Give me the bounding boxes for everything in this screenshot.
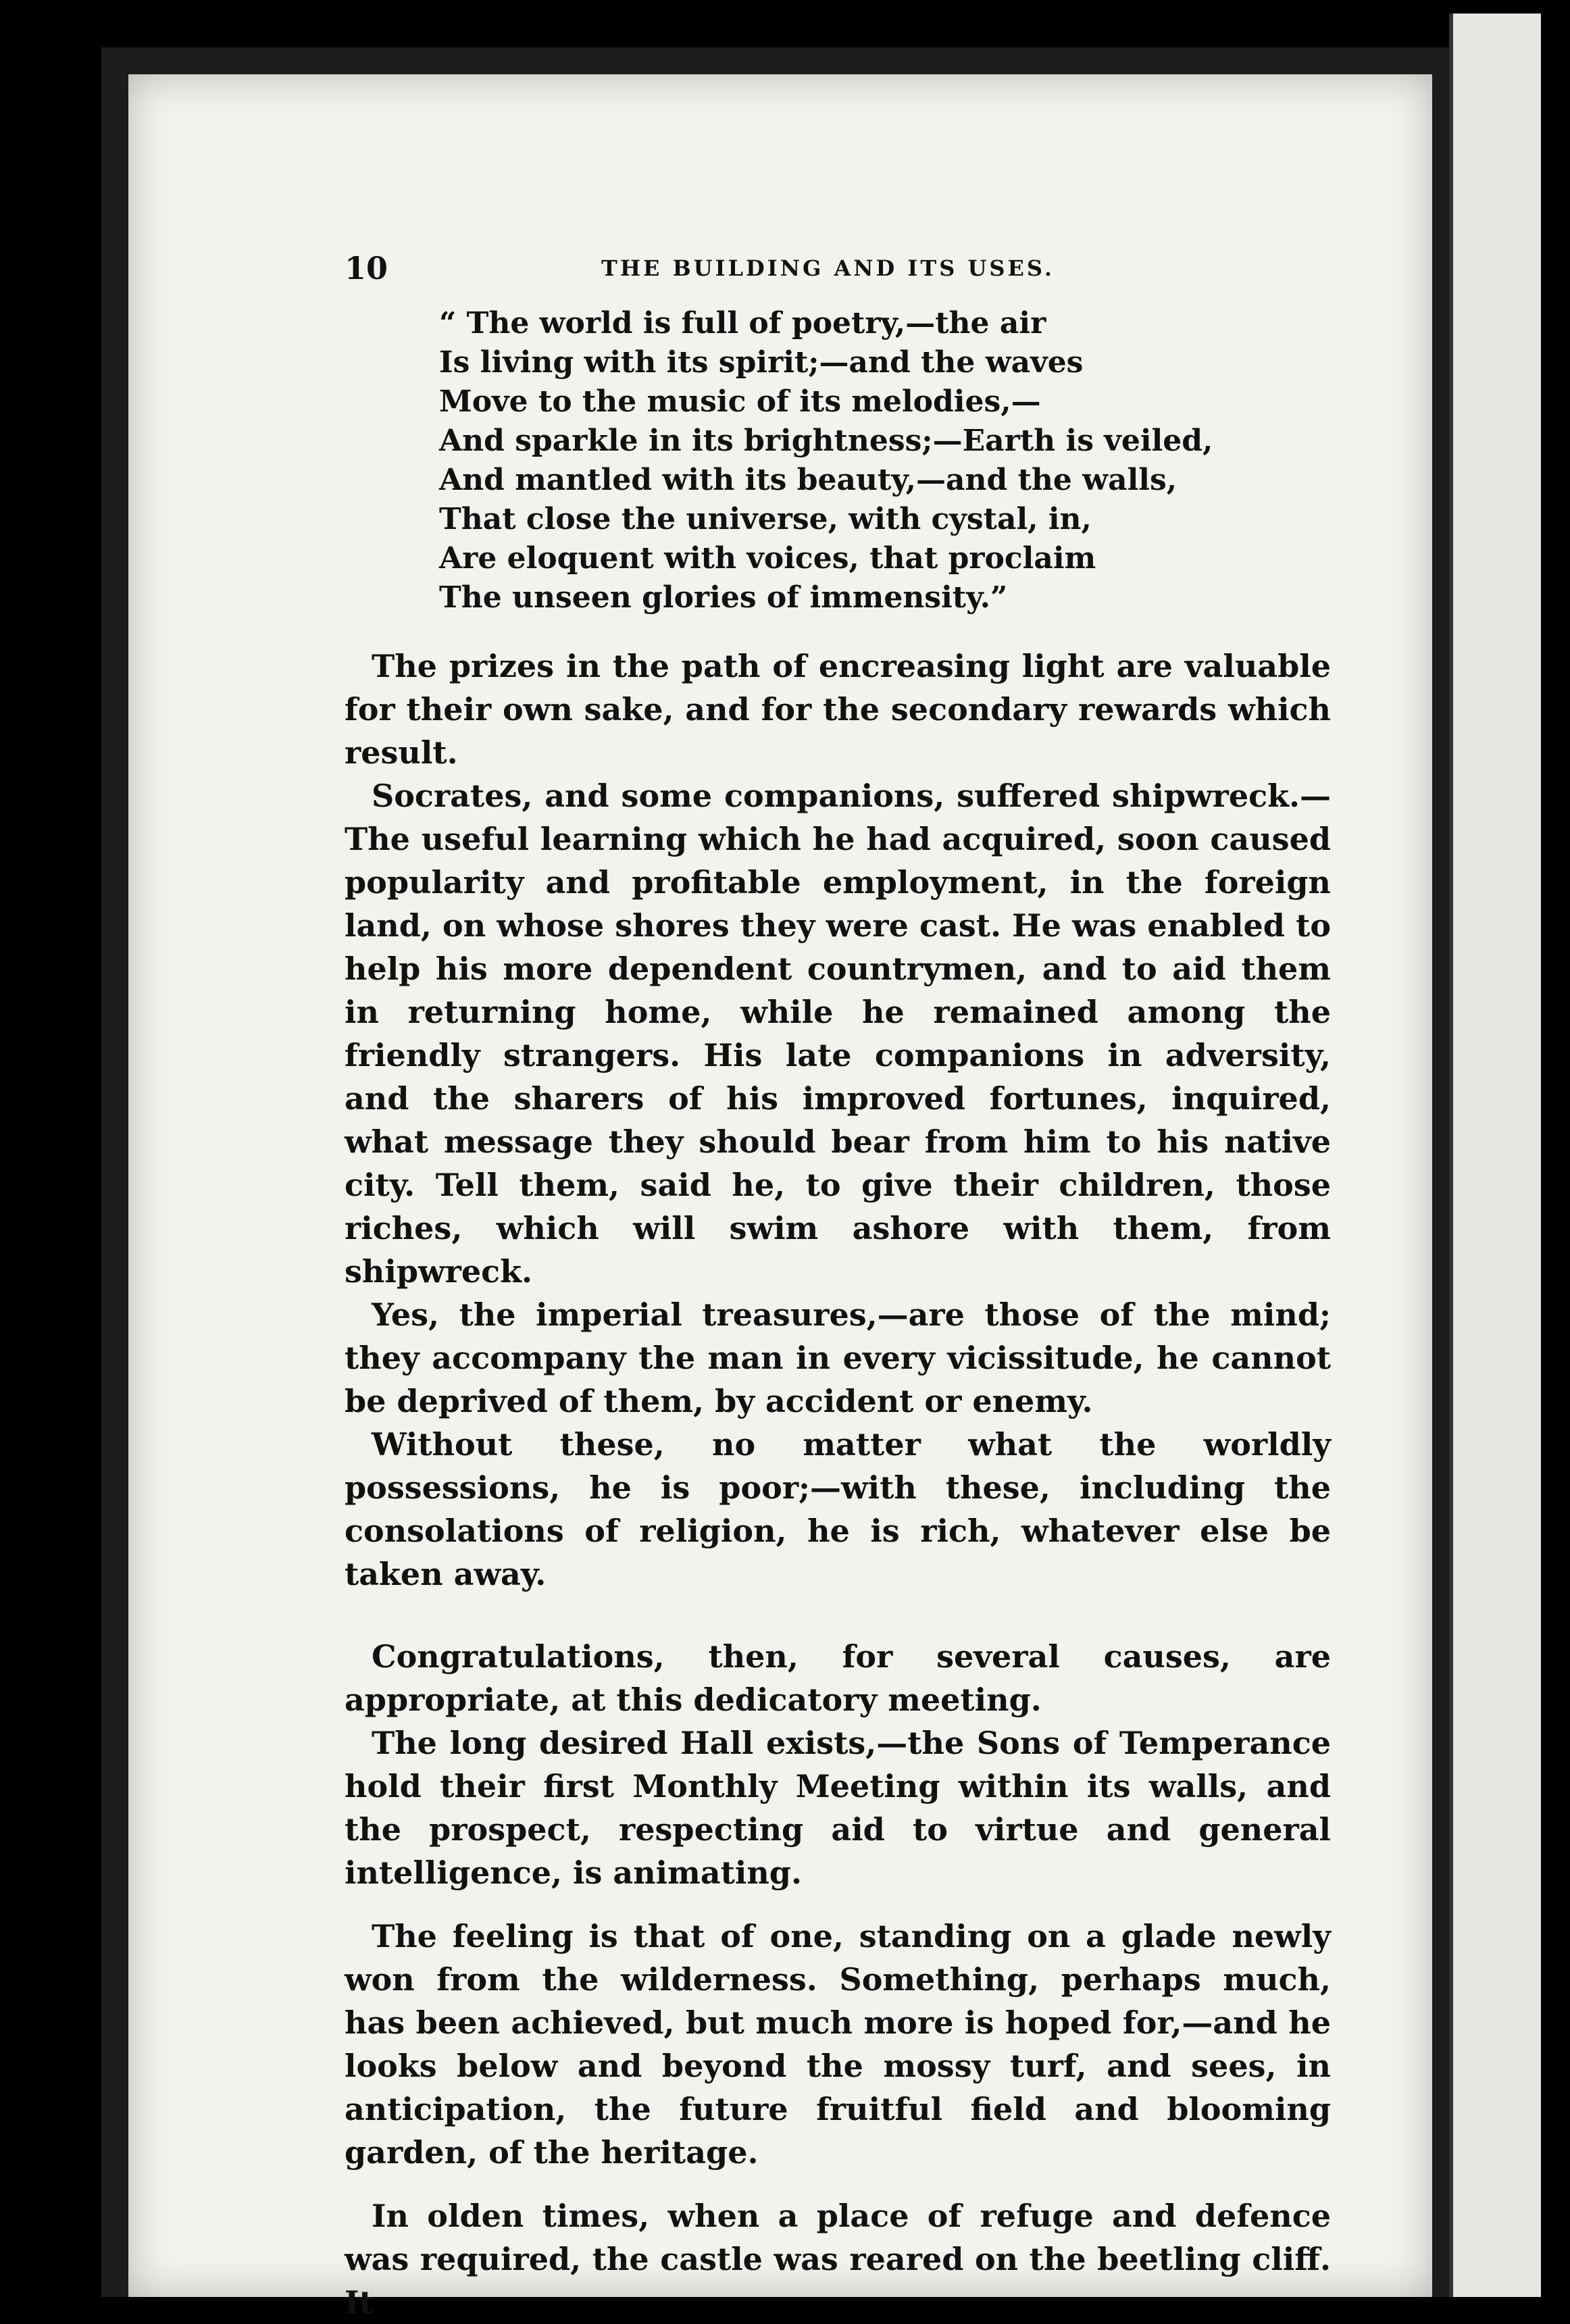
poem-quote: [439, 304, 1331, 617]
page-content: [345, 250, 1331, 2324]
adjacent-page-edge: [1449, 14, 1541, 2297]
poem-line: “ The world is full of poetry,—the air: [439, 306, 1046, 340]
paragraph-gap: [345, 1894, 1331, 1915]
paragraph: The feeling is that of one, standing on a glade newly won from the wilderness. Something, perhaps much, has been achieved, but much more is hoped for,—and he looks below and beyond the mossy turf, and sees, in anticipation, the future fruitful field and blooming garden, of the heritage.: [345, 1918, 1331, 2171]
page-header: [345, 250, 1331, 290]
poem-line: And sparkle in its brightness;—Earth is veiled,: [439, 424, 1213, 458]
running-head: THE BUILDING AND ITS USES.: [601, 255, 1055, 281]
paragraph: Yes, the imperial treasures,—are those of the mind; they accompany the man in every vicissitude, he cannot be deprived of them, by accident or enemy.: [345, 1296, 1331, 1419]
poem-line: The unseen glories of immensity.”: [439, 580, 1008, 615]
paragraph: The long desired Hall exists,—the Sons of Temperance hold their first Monthly Meeting within its walls, and the prospect, respecting aid to virtue and general intelligence, is animating.: [345, 1725, 1331, 1891]
page-number: 10: [345, 250, 388, 286]
paragraph: The prizes in the path of encreasing light are valuable for their own sake, and for the secondary rewards which result.: [345, 648, 1331, 771]
paragraph: In olden times, when a place of refuge and defence was required, the castle was reared on the beetling cliff. It: [345, 2198, 1331, 2321]
poem-line: Is living with its spirit;—and the waves: [439, 345, 1084, 380]
paragraph: Without these, no matter what the worldly possessions, he is poor;—with these, including the consolations of religion, he is rich, whatever else be taken away.: [345, 1426, 1331, 1592]
poem-line: Move to the music of its melodies,—: [439, 384, 1041, 419]
paragraph: Socrates, and some companions, suffered shipwreck.—The useful learning which he had acquired, soon caused popularity and profitable employment, in the foreign land, on whose shores they were cast. He was enabled to help his more dependent countrymen, and to aid them in returning home, while he remained among the friendly strangers. His late companions in adversity, and the sharers of his improved fortunes, inquired, what message they should bear from him to his native city. Tell them, said he, to give their children, those riches, which will swim ashore with them, from shipwreck.: [345, 778, 1331, 1290]
paragraph-gap: [345, 2174, 1331, 2194]
paragraph: Congratulations, then, for several causes, are appropriate, at this dedicatory meeting.: [345, 1638, 1331, 1718]
poem-line: And mantled with its beauty,—and the walls,: [439, 463, 1178, 497]
section-gap: [345, 1596, 1331, 1635]
poem-line: That close the universe, with cystal, in,: [439, 502, 1092, 536]
poem-line: Are eloquent with voices, that proclaim: [439, 541, 1096, 576]
